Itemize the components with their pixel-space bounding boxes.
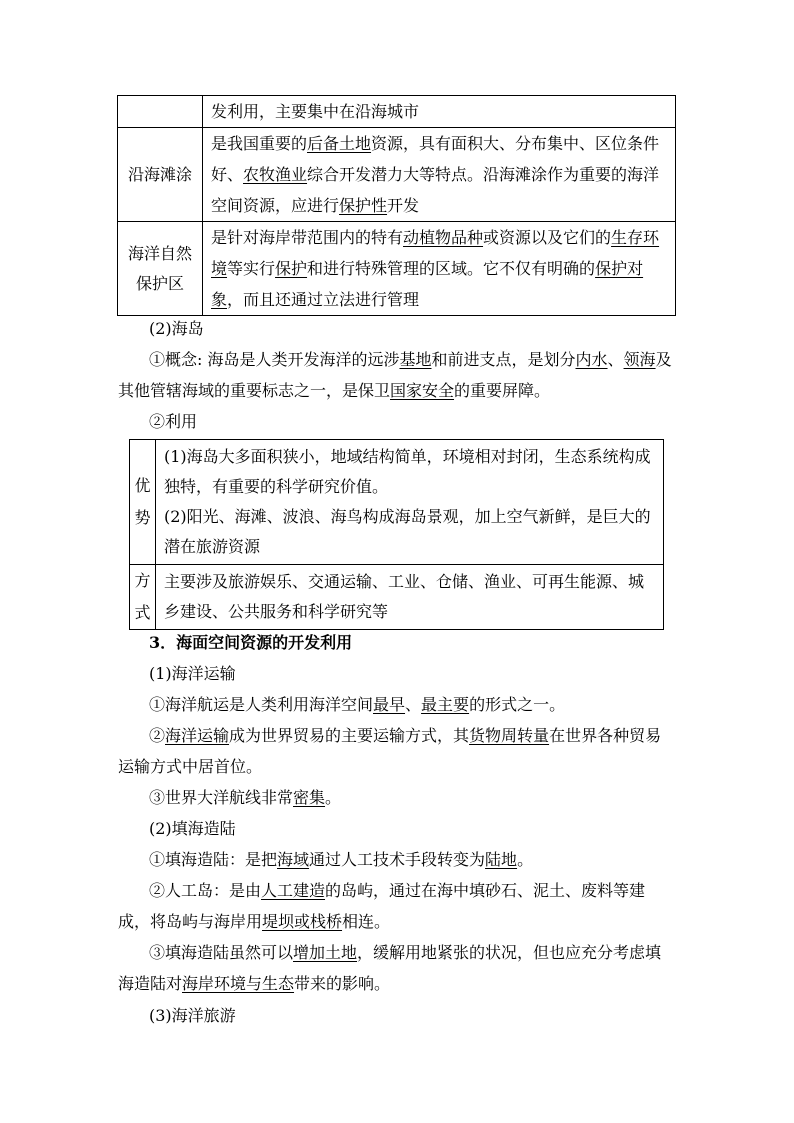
table-row (118, 222, 676, 316)
underlined-term: 海岸环境与生态 (182, 974, 295, 993)
label-line: 优 (134, 476, 151, 495)
underlined-term: 动植物品种 (403, 228, 484, 247)
paragraph (118, 875, 676, 937)
row-label: 沿海滩涂 (118, 128, 203, 222)
table-row (118, 128, 676, 222)
underlined-term: 人工建造 (261, 881, 326, 900)
text-span: 和进行特殊管理的区域。它不仅有明确的 (307, 259, 596, 278)
underlined-term: 增加土地 (293, 943, 358, 962)
text-span: 。 (517, 850, 534, 869)
text-span: ③填海造陆虽然可以 (149, 943, 294, 962)
section-subheading: (3)海洋旅游 (149, 1006, 236, 1025)
underlined-term: 密集 (293, 788, 326, 807)
text-span: 及其他管辖海域的重要标志之一，是保卫 (118, 350, 672, 400)
label-line: 保护区 (135, 273, 184, 293)
label-line: 方 (134, 571, 151, 590)
text-span: 带来的影响。 (294, 974, 391, 993)
underlined-term: 基地 (399, 350, 432, 369)
row-label (130, 440, 156, 565)
text-span: ①概念: 海岛是人类开发海洋的远涉 (149, 350, 400, 369)
text-span: 相连。 (342, 912, 391, 931)
paragraph (118, 689, 676, 720)
paragraph (118, 937, 676, 999)
text-span: 、 (405, 695, 422, 714)
underlined-term: 最主要 (421, 695, 470, 714)
table-row (118, 96, 676, 128)
underlined-term: 堤坝或栈桥 (262, 912, 343, 931)
underlined-term: 保护 (275, 259, 308, 278)
text-span: 的形式之一。 (469, 695, 566, 714)
text-span: 、 (607, 350, 624, 369)
row-text (203, 222, 676, 316)
underlined-term: 国家安全 (390, 381, 455, 400)
underlined-term: 海洋运输 (165, 726, 230, 745)
label-line: 势 (134, 508, 151, 527)
underlined-term: 最早 (373, 695, 406, 714)
paragraph (118, 844, 676, 875)
text-span: ，而且还通过立法进行管理 (227, 290, 420, 309)
underlined-term: 海域 (277, 850, 310, 869)
underlined-term: 保护对象 (211, 259, 644, 309)
label-line: 式 (134, 603, 151, 622)
text-span: ③世界大洋航线非常 (149, 788, 294, 807)
text-span: 是针对海岸带范围内的特有 (211, 228, 404, 247)
text-span: ①填海造陆：是把 (149, 850, 278, 869)
text-span: 成为世界贸易的主要运输方式，其 (229, 726, 470, 745)
text-span: 在世界各种贸易运输方式中居首位。 (118, 726, 662, 776)
text-line: (1)海岛大多面积狭小，地域结构简单，环境相对封闭，生态系统构成独特，有重要的科学研究价值。 (164, 447, 651, 496)
text-span: ② (149, 726, 166, 745)
row-text: 发利用，主要集中在沿海城市 (203, 96, 676, 128)
table-row (130, 565, 664, 630)
section-heading: 3．海面空间资源的开发利用 (149, 633, 353, 652)
island-utilization-table (129, 439, 664, 630)
section-subheading: (2)填海造陆 (149, 819, 236, 838)
text-span: ②人工岛：是由 (149, 881, 262, 900)
paragraph (118, 720, 676, 782)
text-span: 的岛屿，通过在海中填砂石、泥土、废料等建成，将岛屿与海岸用 (118, 881, 646, 931)
coastal-resources-table (117, 95, 676, 316)
text-span: 或资源以及它们的 (483, 228, 612, 247)
text-span: 资源，具有面积大、分布集中、区位条件好、 (211, 134, 660, 184)
row-label (130, 565, 156, 630)
table-row (130, 440, 664, 565)
text-span: 。 (325, 788, 342, 807)
underlined-term: 保护性 (339, 196, 388, 215)
underlined-term: 货物周转量 (469, 726, 550, 745)
label-line: 海洋自然 (127, 243, 192, 263)
underlined-term: 生存环境 (211, 228, 660, 278)
text-span: 等实行 (227, 259, 276, 278)
text-span: 综合开发潜力大等特点。沿海滩涂作为重要的海洋空间资源，应进行 (211, 165, 660, 215)
section-subheading: ②利用 (149, 412, 198, 431)
row-text (156, 440, 664, 565)
text-line: (2)阳光、海滩、波浪、海鸟构成海岛景观，加上空气新鲜，是巨大的潜在旅游资源 (164, 507, 651, 556)
paragraph (118, 344, 676, 406)
text-span: 和前进支点，是划分 (431, 350, 576, 369)
section-subheading: (1)海洋运输 (149, 664, 236, 683)
underlined-term: 领海 (623, 350, 656, 369)
underlined-term: 农牧渔业 (243, 165, 308, 184)
row-text (203, 128, 676, 222)
text-span: 通过人工技术手段转变为 (309, 850, 486, 869)
underlined-term: 内水 (575, 350, 608, 369)
text-span: 的重要屏障。 (454, 381, 551, 400)
underlined-term: 陆地 (485, 850, 518, 869)
paragraph (118, 782, 676, 813)
row-label (118, 96, 203, 128)
section-heading: (2)海岛 (149, 319, 204, 338)
text-span: 是我国重要的 (211, 134, 308, 153)
text-span: 开发 (387, 196, 420, 215)
text-span: ①海洋航运是人类利用海洋空间 (149, 695, 374, 714)
text-span: ，缓解用地紧张的状况，但也应充分考虑填海造陆对 (118, 943, 662, 993)
underlined-term: 后备土地 (307, 134, 372, 153)
row-text: 主要涉及旅游娱乐、交通运输、工业、仓储、渔业、可再生能源、城乡建设、公共服务和科学研究等 (156, 565, 664, 630)
row-label (118, 222, 203, 316)
